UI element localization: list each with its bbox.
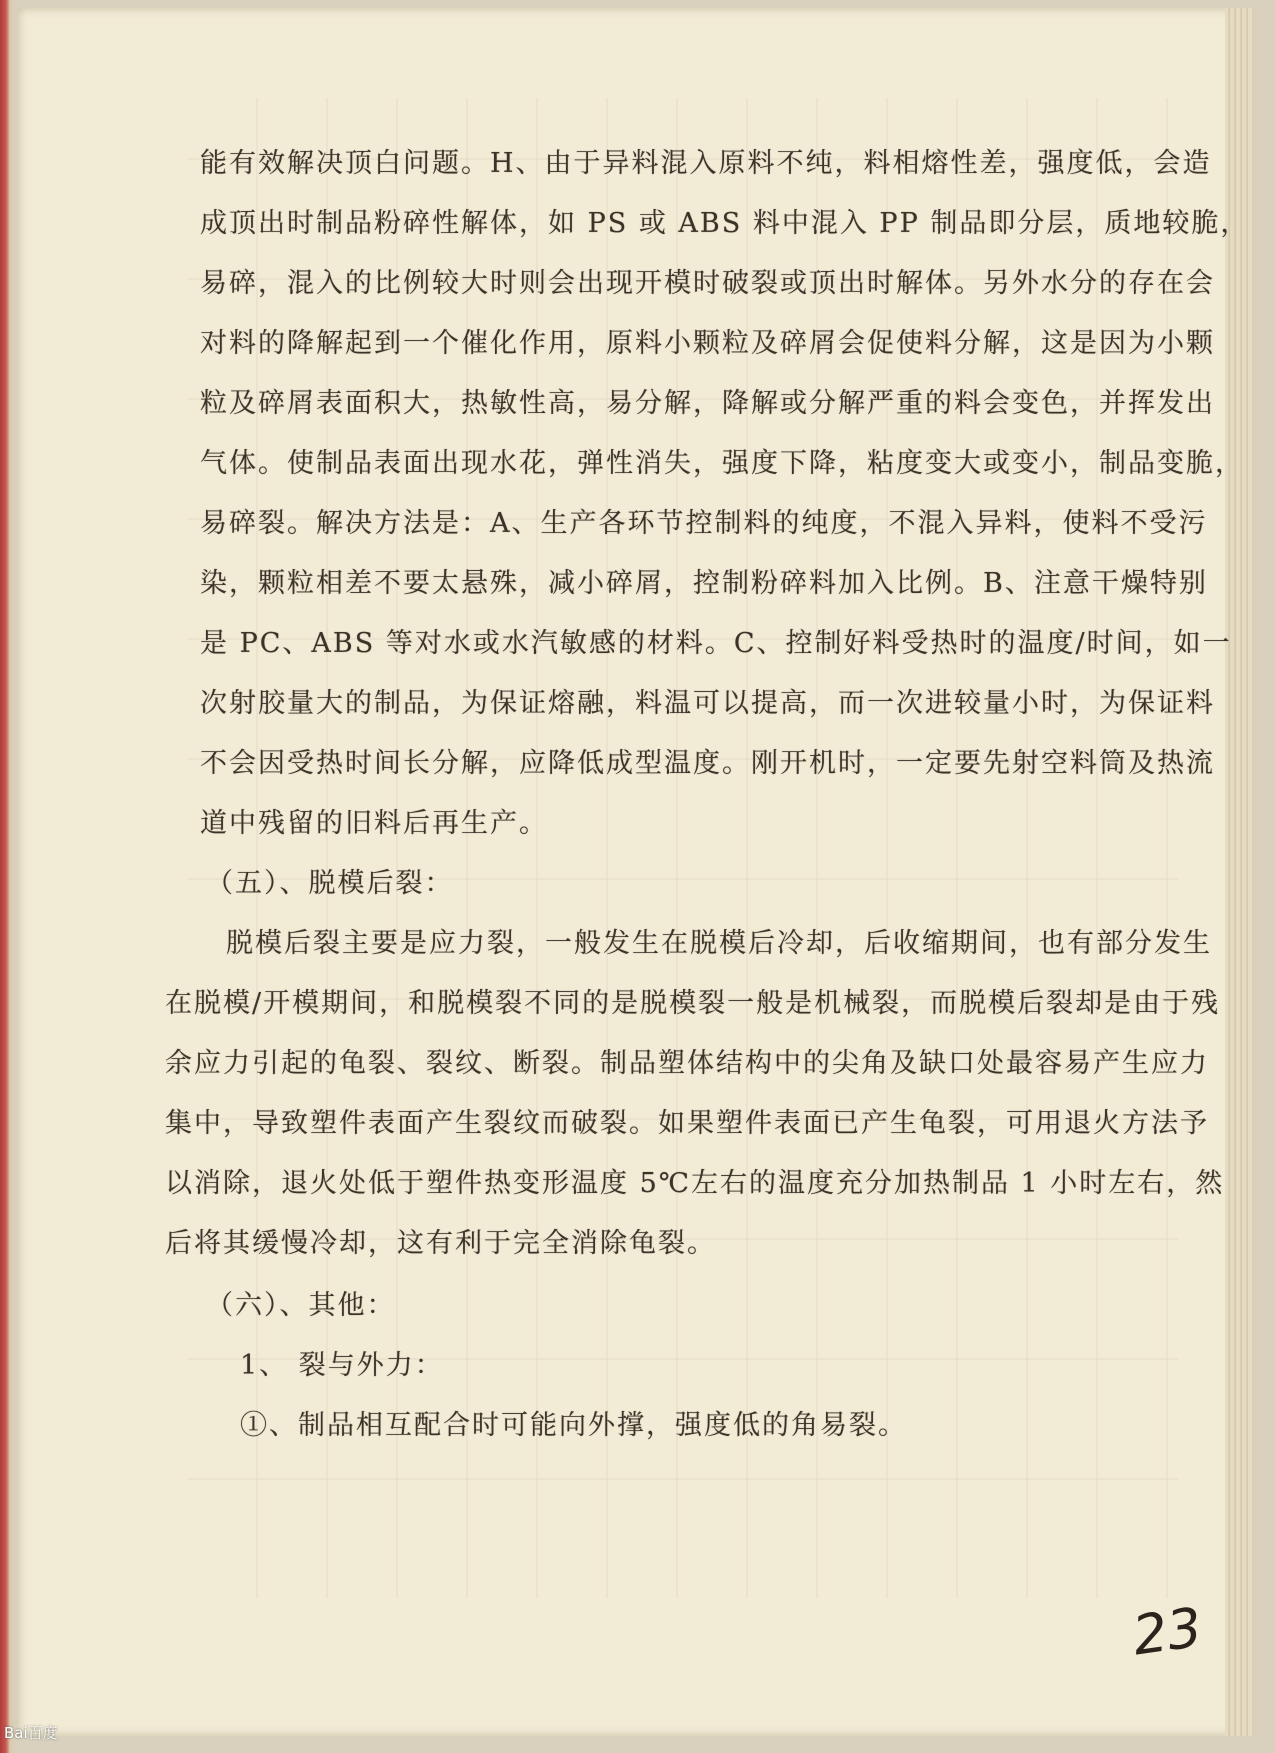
list-item: 1、 裂与外力： <box>240 1350 444 1381</box>
text-line: 次射胶量大的制品，为保证熔融，料温可以提高，而一次进较量小时，为保证料 <box>200 688 1215 719</box>
document-page <box>18 8 1253 1736</box>
section-heading: （五）、脱模后裂： <box>206 868 454 899</box>
text-line: 在脱模/开模期间，和脱模裂不同的是脱模裂一般是机械裂，而脱模后裂却是由于残 <box>165 988 1221 1019</box>
document-body <box>18 8 1253 1736</box>
text-line: 后将其缓慢冷却，这有利于完全消除龟裂。 <box>165 1228 716 1259</box>
watermark-logo: Bai百度 <box>4 1724 58 1742</box>
text-line: 气体。使制品表面出现水花，弹性消失，强度下降，粘度变大或变小，制品变脆， <box>200 448 1244 479</box>
text-line: 对料的降解起到一个催化作用，原料小颗粒及碎屑会促使料分解，这是因为小颗 <box>200 328 1215 359</box>
text-line: 不会因受热时间长分解，应降低成型温度。刚开机时，一定要先射空料筒及热流 <box>200 748 1215 779</box>
text-line: 易碎裂。解决方法是：A、生产各环节控制料的纯度，不混入异料，使料不受污 <box>200 508 1208 539</box>
handwritten-page-number: 23 <box>1128 1595 1206 1668</box>
text-line: 道中残留的旧料后再生产。 <box>200 808 548 839</box>
text-line: 是 PC、ABS 等对水或水汽敏感的材料。C、控制好料受热时的温度/时间，如一 <box>200 628 1232 659</box>
list-item: ①、制品相互配合时可能向外撑，强度低的角易裂。 <box>240 1410 907 1441</box>
text-line: 脱模后裂主要是应力裂，一般发生在脱模后冷却，后收缩期间，也有部分发生 <box>226 928 1212 959</box>
text-line: 易碎，混入的比例较大时则会出现开模时破裂或顶出时解体。另外水分的存在会 <box>200 268 1215 299</box>
text-line: 能有效解决顶白问题。H、由于异料混入原料不纯，料相熔性差，强度低，会造 <box>200 148 1212 179</box>
text-line: 集中，导致塑件表面产生裂纹而破裂。如果塑件表面已产生龟裂，可用退火方法予 <box>165 1108 1209 1139</box>
section-heading: （六）、其他： <box>206 1290 396 1321</box>
binding-edge <box>0 0 18 1753</box>
text-line: 成顶出时制品粉碎性解体，如 PS 或 ABS 料中混入 PP 制品即分层，质地较脆， <box>200 208 1250 239</box>
text-line: 以消除，退火处低于塑件热变形温度 5℃左右的温度充分加热制品 1 小时左右，然 <box>165 1168 1225 1199</box>
text-line: 粒及碎屑表面积大，热敏性高，易分解，降解或分解严重的料会变色，并挥发出 <box>200 388 1215 419</box>
text-line: 余应力引起的龟裂、裂纹、断裂。制品塑体结构中的尖角及缺口处最容易产生应力 <box>165 1048 1209 1079</box>
text-line: 染，颗粒相差不要太悬殊，减小碎屑，控制粉碎料加入比例。B、注意干燥特别 <box>200 568 1208 599</box>
